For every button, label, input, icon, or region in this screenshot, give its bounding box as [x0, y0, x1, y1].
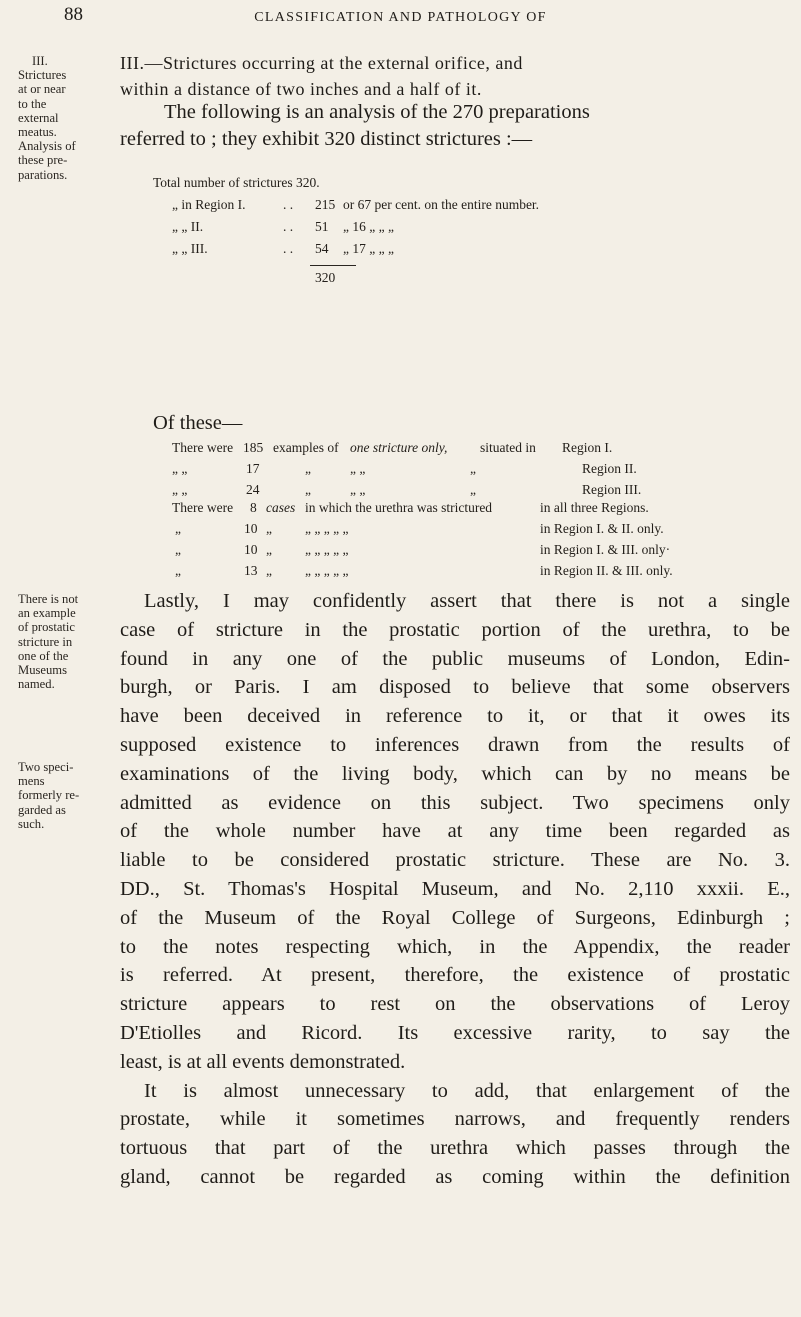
- single-region: Region II.: [582, 461, 637, 476]
- margin-line: to the: [18, 96, 47, 111]
- body-line: D'Etiolles and Ricord. Its excessive rarity, to say the: [120, 1021, 790, 1044]
- margin-line: Museums: [18, 663, 67, 678]
- totals-title: Total number of strictures 320.: [153, 175, 320, 190]
- totals-lead: „ „ III.: [172, 241, 208, 256]
- totals-count: 51: [315, 219, 329, 234]
- body-line: found in any one of the public museums of London, Edin-: [120, 647, 790, 670]
- totals-pct: „ 16 „ „ „: [343, 219, 394, 234]
- multi-row: [0, 500, 801, 520]
- body-line: It is almost unnecessary to add, that enlargement of the: [144, 1079, 790, 1102]
- body-line: tortuous that part of the urethra which passes through the: [120, 1137, 790, 1160]
- totals-count: 54: [315, 241, 329, 256]
- single-row: [0, 461, 801, 481]
- multi-text: „ „ „ „ „: [305, 563, 349, 578]
- single-row: [0, 440, 801, 460]
- body-line: admitted as evidence on this subject. Two specimens only: [120, 791, 790, 814]
- multi-text: in which the urethra was strictured: [305, 500, 493, 515]
- multi-region: in Region I. & II. only.: [540, 521, 664, 536]
- margin-line: of prostatic: [18, 620, 76, 635]
- totals-count: 215: [315, 197, 336, 212]
- single-count: 17: [246, 461, 260, 476]
- single-lead: „ „: [172, 482, 188, 497]
- multi-word: „: [266, 521, 272, 536]
- body-line: stricture appears to rest on the observations of Leroy: [120, 993, 790, 1016]
- multi-word: cases: [266, 500, 296, 515]
- body-line: gland, cannot be regarded as coming within the definition: [120, 1165, 790, 1188]
- body-line: case of stricture in the prostatic portion of the urethra, to be: [120, 618, 790, 641]
- body-line: Lastly, I may confidently assert that there is not a single: [144, 590, 790, 612]
- running-title: CLASSIFICATION AND PATHOLOGY OF: [254, 10, 547, 25]
- margin-line: one of the: [18, 648, 69, 663]
- single-region: Region III.: [582, 482, 642, 497]
- body-line: of the Museum of the Royal College of Surgeons, Edinburgh ;: [120, 906, 790, 929]
- margin-line: such.: [18, 816, 45, 831]
- single-count: 24: [246, 482, 260, 497]
- page-number: 88: [64, 4, 83, 25]
- single-region: Region I.: [562, 440, 613, 455]
- multi-region: in all three Regions.: [540, 500, 649, 515]
- single-tail: situated in: [480, 440, 536, 455]
- margin-line: these pre-: [18, 153, 68, 168]
- body-line: supposed existence to inferences drawn from the results of: [120, 733, 790, 756]
- single-text: examples of: [273, 440, 339, 455]
- margin-line: parations.: [18, 167, 68, 182]
- multi-row: [0, 563, 801, 583]
- multi-count: 8: [250, 500, 257, 515]
- body-line: burgh, or Paris. I am disposed to believe that some observers: [120, 676, 790, 699]
- intro-line: The following is an analysis of the 270 preparations: [164, 101, 590, 123]
- totals-row: [0, 197, 801, 217]
- intro-line: referred to ; they exhibit 320 distinct strictures :—: [120, 128, 533, 150]
- totals-lead: „ in Region I.: [172, 197, 246, 212]
- body-line: least, is at all events demonstrated.: [120, 1050, 406, 1073]
- totals-row: [0, 219, 801, 239]
- totals-dots: . .: [283, 241, 294, 256]
- single-text: „: [305, 482, 311, 497]
- multi-lead: There were: [172, 500, 234, 515]
- multi-row: [0, 521, 801, 541]
- multi-text: „ „ „ „ „: [305, 542, 349, 557]
- heading-line: within a distance of two inches and a half of it.: [120, 79, 482, 99]
- of-these-label: Of these—: [153, 412, 243, 434]
- multi-lead: „: [175, 521, 181, 536]
- margin-line: external: [18, 110, 59, 125]
- multi-word: „: [266, 563, 272, 578]
- single-tail: „: [470, 461, 476, 476]
- margin-line: Analysis of: [18, 139, 76, 154]
- multi-lead: „: [175, 563, 181, 578]
- margin-line: Two speci-: [18, 760, 74, 774]
- multi-count: 10: [244, 521, 258, 536]
- body-line: is referred. At present, therefore, the existence of prostatic: [120, 964, 790, 987]
- totals-row: [0, 241, 801, 261]
- single-emphasis: one stricture only,: [350, 440, 448, 455]
- single-lead: „ „: [172, 461, 188, 476]
- body-text: [120, 587, 790, 1192]
- margin-line: Strictures: [18, 68, 67, 83]
- totals-lead: „ „ II.: [172, 219, 204, 234]
- single-row: [0, 482, 801, 502]
- multi-text: „ „ „ „ „: [305, 521, 349, 536]
- margin-line: III.: [32, 54, 48, 68]
- single-emphasis: „ „: [350, 461, 366, 476]
- body-line: to the notes respecting which, in the Appendix, the reader: [120, 935, 790, 958]
- totals-pct: or 67 per cent. on the entire number.: [343, 197, 540, 212]
- margin-line: stricture in: [18, 634, 73, 649]
- multi-word: „: [266, 542, 272, 557]
- margin-line: meatus.: [18, 125, 57, 140]
- body-line: have been deceived in reference to it, or that it owes its: [120, 705, 790, 728]
- totals-table: [0, 0, 801, 400]
- body-line: examinations of the living body, which can by no means be: [120, 762, 790, 785]
- margin-line: There is not: [18, 592, 79, 606]
- single-emphasis: „ „: [350, 482, 366, 497]
- totals-pct: „ 17 „ „ „: [343, 241, 394, 256]
- heading-line: III.—Strictures occurring at the external orifice, and: [120, 53, 523, 73]
- single-lead: There were: [172, 440, 234, 455]
- multi-count: 10: [244, 542, 258, 557]
- sum-rule: [310, 265, 356, 266]
- multi-region: in Region II. & III. only.: [540, 563, 673, 578]
- margin-line: at or near: [18, 82, 66, 97]
- single-tail: „: [470, 482, 476, 497]
- multi-region: in Region I. & III. only·: [540, 542, 671, 557]
- body-line: DD., St. Thomas's Hospital Museum, and No. 2,110 xxxii. E.,: [120, 877, 790, 900]
- margin-line: formerly re-: [18, 788, 80, 803]
- margin-note-two-specimens: [18, 760, 104, 831]
- body-line: liable to be considered prostatic stricture. These are No. 3.: [120, 849, 790, 872]
- body-line: prostate, while it sometimes narrows, and frequently renders: [120, 1108, 790, 1131]
- single-text: „: [305, 461, 311, 476]
- margin-line: mens: [18, 774, 45, 789]
- multi-lead: „: [175, 542, 181, 557]
- margin-line: named.: [18, 677, 55, 692]
- body-line: of the whole number have at any time been regarded as: [120, 820, 790, 843]
- totals-dots: . .: [283, 197, 294, 212]
- totals-sum: 320: [315, 270, 336, 285]
- margin-note-no-example: [18, 592, 104, 691]
- margin-line: garded as: [18, 802, 66, 817]
- margin-line: an example: [18, 606, 76, 621]
- single-count: 185: [243, 440, 264, 455]
- multi-stricture-table: [0, 500, 801, 590]
- totals-dots: . .: [283, 219, 294, 234]
- multi-row: [0, 542, 801, 562]
- multi-count: 13: [244, 563, 258, 578]
